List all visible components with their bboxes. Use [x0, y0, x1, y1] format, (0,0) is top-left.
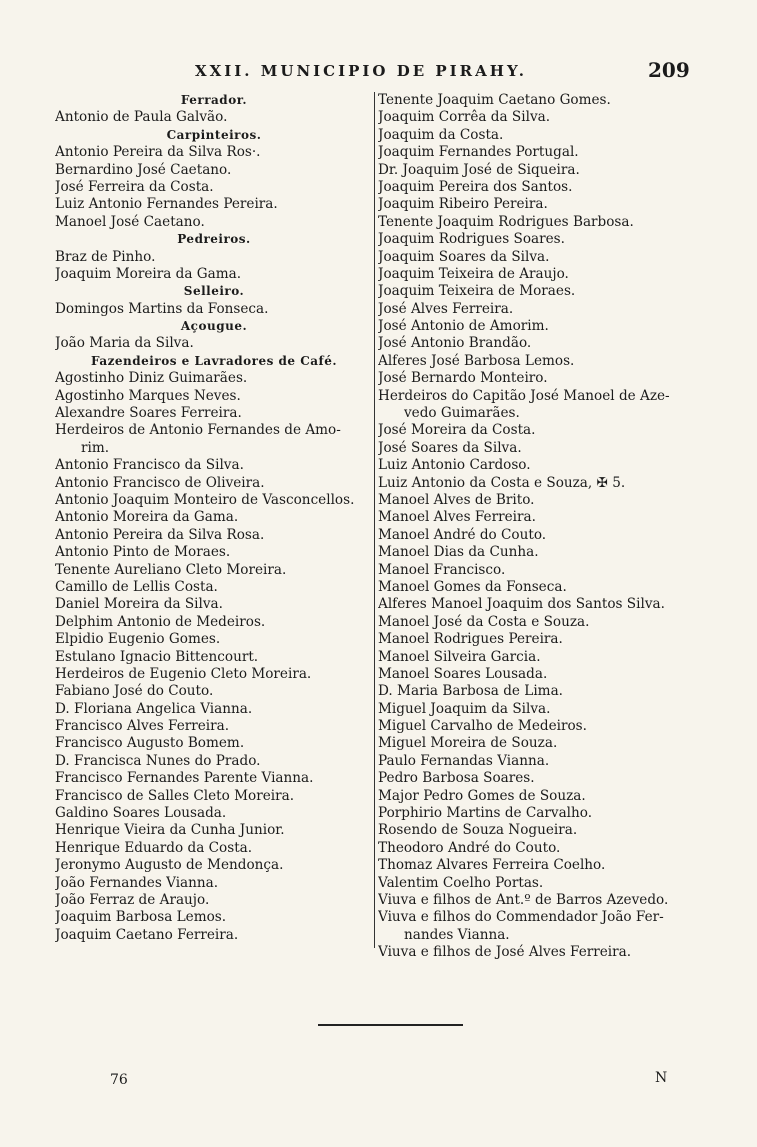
name-entry: Joaquim Pereira dos Santos. [378, 178, 573, 195]
name-entry: Manoel André do Couto. [378, 526, 547, 543]
section-heading: Ferrador. [180, 93, 248, 107]
name-entry: Delphim Antonio de Medeiros. [55, 613, 266, 630]
name-entry: Antonio Moreira da Gama. [55, 509, 239, 526]
name-entry: Alferes Manoel Joaquim dos Santos Silva. [378, 596, 665, 613]
name-entry: Herdeiros do Capitão José Manoel de Aze- [378, 387, 670, 404]
left-column [55, 92, 373, 944]
name-entry: Joaquim Moreira da Gama. [55, 265, 242, 282]
name-entry: Porphirio Martins de Carvalho. [378, 805, 593, 822]
name-entry: Fabiano José do Couto. [55, 683, 214, 700]
name-entry: Miguel Carvalho de Medeiros. [378, 718, 587, 735]
name-entry: Joaquim Corrêa da Silva. [378, 109, 551, 126]
entry-continuation: nandes Vianna. [404, 926, 510, 943]
name-entry: Thomaz Alvares Ferreira Coelho. [378, 857, 606, 874]
name-entry: Luiz Antonio da Costa e Souza, ✠ 5. [378, 474, 626, 491]
name-entry: Joaquim Caetano Ferreira. [55, 926, 239, 943]
name-entry: Francisco Alves Ferreira. [55, 718, 230, 735]
name-entry: D. Maria Barbosa de Lima. [378, 683, 563, 700]
name-entry: Major Pedro Gomes de Souza. [378, 787, 586, 804]
name-entry: José Antonio de Amorim. [378, 318, 549, 335]
name-entry: Daniel Moreira da Silva. [55, 596, 223, 613]
name-entry: Herdeiros de Antonio Fernandes de Amo- [55, 422, 341, 439]
name-entry: Francisco Augusto Bomem. [55, 735, 245, 752]
section-heading: Carpinteiros. [166, 127, 262, 142]
name-entry: João Ferraz de Araujo. [55, 891, 210, 908]
name-entry: Paulo Fernandas Vianna. [378, 752, 550, 769]
name-entry: Antonio Pereira da Silva Rosa. [55, 526, 265, 543]
name-entry: Antonio Joaquim Monteiro de Vasconcellos. [55, 491, 355, 508]
name-entry: Miguel Joaquim da Silva. [378, 700, 551, 717]
name-entry: José Ferreira da Costa. [55, 178, 214, 195]
page-number: 209 [648, 58, 690, 82]
name-entry: Manoel Gomes da Fonseca. [378, 578, 567, 595]
name-entry: Braz de Pinho. [55, 248, 156, 265]
entry-continuation: rim. [81, 439, 110, 456]
name-entry: Luiz Antonio Cardoso. [378, 457, 531, 474]
name-entry: Estulano Ignacio Bittencourt. [55, 648, 259, 665]
name-entry: Joaquim Rodrigues Soares. [378, 231, 565, 248]
section-heading: Pedreiros. [177, 232, 251, 247]
name-entry: Galdino Soares Lousada. [55, 805, 227, 822]
name-entry: Agostinho Marques Neves. [55, 387, 241, 404]
name-entry: Henrique Vieira da Cunha Junior. [55, 822, 285, 839]
name-entry: Antonio Pereira da Silva Ros·. [55, 144, 261, 161]
name-entry: Manoel Rodrigues Pereira. [378, 631, 563, 648]
name-entry: D. Floriana Angelica Vianna. [55, 700, 253, 717]
section-heading: Selleiro. [183, 284, 245, 299]
name-entry: Herdeiros de Eugenio Cleto Moreira. [55, 665, 312, 682]
running-head: XXII. MUNICIPIO DE PIRAHY. [195, 62, 527, 80]
name-entry: José Soares da Silva. [378, 439, 522, 456]
name-entry: João Fernandes Vianna. [55, 874, 219, 891]
name-entry: Joaquim da Costa. [378, 126, 504, 143]
name-entry: Joaquim Fernandes Portugal. [378, 144, 579, 161]
name-entry: José Antonio Brandão. [378, 335, 532, 352]
name-entry: Joaquim Barbosa Lemos. [55, 909, 227, 926]
name-entry: Francisco Fernandes Parente Vianna. [55, 770, 314, 787]
name-entry: Antonio Francisco de Oliveira. [55, 474, 265, 491]
name-entry: Joaquim Teixeira de Araujo. [378, 265, 569, 282]
name-entry: Francisco de Salles Cleto Moreira. [55, 787, 295, 804]
name-entry: Tenente Joaquim Caetano Gomes. [378, 92, 611, 108]
name-entry: Joaquim Teixeira de Moraes. [378, 283, 576, 300]
name-entry: Joaquim Ribeiro Pereira. [378, 196, 548, 213]
name-entry: Luiz Antonio Fernandes Pereira. [55, 196, 278, 213]
signature-number: 76 [110, 1072, 128, 1088]
name-entry: Viuva e filhos do Commendador João Fer- [378, 909, 664, 926]
name-entry: José Bernardo Monteiro. [378, 370, 548, 387]
name-entry: Manoel José da Costa e Souza. [378, 613, 590, 630]
name-entry: Manoel Soares Lousada. [378, 665, 548, 682]
name-entry: Alferes José Barbosa Lemos. [378, 352, 575, 369]
section-heading: Fazendeiros e Lavradores de Café. [90, 353, 338, 368]
name-entry: Alexandre Soares Ferreira. [55, 405, 242, 422]
name-entry: Viuva e filhos de Ant.º de Barros Azevedo. [378, 891, 669, 908]
name-entry: José Moreira da Costa. [378, 422, 536, 439]
name-entry: Elpidio Eugenio Gomes. [55, 631, 221, 648]
signature-mark: N [655, 1070, 668, 1086]
name-entry: Theodoro André do Couto. [378, 839, 561, 856]
entry-continuation: vedo Guimarães. [404, 405, 520, 422]
name-entry: Valentim Coelho Portas. [378, 874, 544, 891]
name-entry: Manoel Alves Ferreira. [378, 509, 536, 526]
name-entry: Miguel Moreira de Souza. [378, 735, 558, 752]
name-entry: Agostinho Diniz Guimarães. [55, 370, 248, 387]
name-entry: Joaquim Soares da Silva. [378, 248, 550, 265]
name-entry: Manoel Francisco. [378, 561, 506, 578]
name-entry: Manoel José Caetano. [55, 213, 205, 230]
name-entry: José Alves Ferreira. [378, 300, 514, 317]
name-entry: Rosendo de Souza Nogueira. [378, 822, 578, 839]
name-entry: Tenente Joaquim Rodrigues Barbosa. [378, 213, 634, 230]
section-heading: Açougue. [180, 319, 248, 334]
name-entry: Manoel Alves de Brito. [378, 491, 535, 508]
name-entry: Jeronymo Augusto de Mendonça. [55, 857, 284, 874]
name-entry: Bernardino José Caetano. [55, 161, 232, 178]
name-entry: Antonio Francisco da Silva. [55, 457, 244, 474]
name-entry: Antonio de Paula Galvão. [55, 109, 228, 126]
closing-rule [318, 1024, 463, 1026]
name-entry: João Maria da Silva. [55, 335, 194, 352]
name-entry: Domingos Martins da Fonseca. [55, 300, 269, 317]
name-entry: Antonio Pinto de Moraes. [55, 544, 231, 561]
name-entry: Pedro Barbosa Soares. [378, 770, 535, 787]
name-entry: Manoel Silveira Garcia. [378, 648, 541, 665]
name-entry: Manoel Dias da Cunha. [378, 544, 539, 561]
name-entry: Viuva e filhos de José Alves Ferreira. [378, 944, 632, 961]
name-entry: Camillo de Lellis Costa. [55, 578, 218, 595]
right-column [374, 92, 718, 961]
name-entry: D. Francisca Nunes do Prado. [55, 752, 261, 769]
name-entry: Henrique Eduardo da Costa. [55, 839, 253, 856]
name-entry: Dr. Joaquim José de Siqueira. [378, 161, 580, 178]
name-entry: Tenente Aureliano Cleto Moreira. [55, 561, 287, 578]
